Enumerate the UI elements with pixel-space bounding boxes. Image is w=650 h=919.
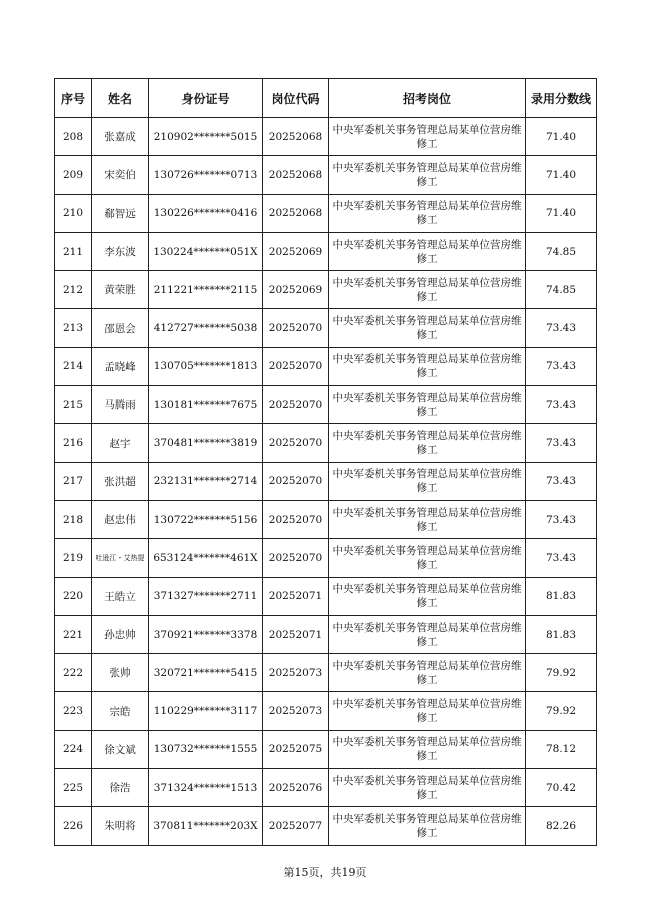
- cell-seq: 222: [55, 654, 92, 692]
- cell-score: 82.26: [526, 807, 597, 845]
- cell-id-number: 371324*******1513: [149, 769, 263, 807]
- cell-name: 张洪超: [92, 462, 149, 500]
- cell-id-number: 130226*******0416: [149, 194, 263, 232]
- table-row: [55, 692, 597, 730]
- cell-post: 中央军委机关事务管理总局某单位营房维修工: [329, 386, 526, 424]
- cell-score: 79.92: [526, 692, 597, 730]
- cell-score: 81.83: [526, 577, 597, 615]
- header-post: 招考岗位: [329, 79, 526, 118]
- cell-post-code: 20252077: [263, 807, 329, 845]
- cell-score: 79.92: [526, 654, 597, 692]
- table-row: [55, 271, 597, 309]
- cell-score: 70.42: [526, 769, 597, 807]
- cell-score: 71.40: [526, 194, 597, 232]
- cell-id-number: 130726*******0713: [149, 156, 263, 194]
- cell-post: 中央军委机关事务管理总局某单位营房维修工: [329, 654, 526, 692]
- cell-post: 中央军委机关事务管理总局某单位营房维修工: [329, 692, 526, 730]
- cell-post: 中央军委机关事务管理总局某单位营房维修工: [329, 271, 526, 309]
- cell-id-number: 211221*******2115: [149, 271, 263, 309]
- cell-post: 中央军委机关事务管理总局某单位营房维修工: [329, 309, 526, 347]
- cell-seq: 216: [55, 424, 92, 462]
- cell-name: 赵宇: [92, 424, 149, 462]
- cell-name: 宋奕伯: [92, 156, 149, 194]
- cell-post-code: 20252070: [263, 386, 329, 424]
- admission-table: [54, 78, 597, 846]
- cell-seq: 224: [55, 730, 92, 768]
- cell-seq: 221: [55, 615, 92, 653]
- table-row: [55, 194, 597, 232]
- cell-post-code: 20252073: [263, 654, 329, 692]
- cell-seq: 215: [55, 386, 92, 424]
- header-seq: 序号: [55, 79, 92, 118]
- cell-post: 中央军委机关事务管理总局某单位营房维修工: [329, 539, 526, 577]
- cell-id-number: 412727*******5038: [149, 309, 263, 347]
- cell-name: 孟晓峰: [92, 347, 149, 385]
- cell-id-number: 370811*******203X: [149, 807, 263, 845]
- table-row: [55, 539, 597, 577]
- cell-seq: 217: [55, 462, 92, 500]
- cell-score: 74.85: [526, 271, 597, 309]
- cell-id-number: 130732*******1555: [149, 730, 263, 768]
- table-row: [55, 615, 597, 653]
- cell-score: 78.12: [526, 730, 597, 768]
- cell-id-number: 130181*******7675: [149, 386, 263, 424]
- header-name: 姓名: [92, 79, 149, 118]
- table-row: [55, 500, 597, 538]
- cell-post: 中央军委机关事务管理总局某单位营房维修工: [329, 769, 526, 807]
- cell-seq: 223: [55, 692, 92, 730]
- cell-score: 73.43: [526, 386, 597, 424]
- table-row: [55, 156, 597, 194]
- cell-score: 73.43: [526, 500, 597, 538]
- cell-name: 郗智远: [92, 194, 149, 232]
- cell-id-number: 130722*******5156: [149, 500, 263, 538]
- cell-post: 中央军委机关事务管理总局某单位营房维修工: [329, 615, 526, 653]
- table-row: [55, 309, 597, 347]
- cell-post-code: 20252073: [263, 692, 329, 730]
- table-row: [55, 347, 597, 385]
- cell-post-code: 20252076: [263, 769, 329, 807]
- table-row: [55, 118, 597, 156]
- table-row: [55, 462, 597, 500]
- cell-seq: 218: [55, 500, 92, 538]
- table-row: [55, 730, 597, 768]
- cell-id-number: 232131*******2714: [149, 462, 263, 500]
- cell-score: 74.85: [526, 232, 597, 270]
- cell-name: 吐逊江・艾热提: [92, 539, 149, 577]
- cell-id-number: 370921*******3378: [149, 615, 263, 653]
- cell-post: 中央军委机关事务管理总局某单位营房维修工: [329, 730, 526, 768]
- cell-post: 中央军委机关事务管理总局某单位营房维修工: [329, 500, 526, 538]
- cell-score: 73.43: [526, 347, 597, 385]
- cell-seq: 212: [55, 271, 92, 309]
- cell-id-number: 130224*******051X: [149, 232, 263, 270]
- cell-post: 中央军委机关事务管理总局某单位营房维修工: [329, 347, 526, 385]
- cell-seq: 211: [55, 232, 92, 270]
- cell-post: 中央军委机关事务管理总局某单位营房维修工: [329, 424, 526, 462]
- cell-name: 徐文斌: [92, 730, 149, 768]
- header-post-code: 岗位代码: [263, 79, 329, 118]
- cell-score: 73.43: [526, 539, 597, 577]
- cell-id-number: 320721*******5415: [149, 654, 263, 692]
- table-header-row: [55, 79, 597, 118]
- table-body: [55, 118, 597, 846]
- cell-score: 71.40: [526, 118, 597, 156]
- cell-score: 73.43: [526, 424, 597, 462]
- cell-id-number: 370481*******3819: [149, 424, 263, 462]
- cell-name: 张嘉成: [92, 118, 149, 156]
- cell-name: 张帅: [92, 654, 149, 692]
- cell-post-code: 20252070: [263, 500, 329, 538]
- table-row: [55, 424, 597, 462]
- header-score: 录用分数线: [526, 79, 597, 118]
- cell-id-number: 210902*******5015: [149, 118, 263, 156]
- cell-post-code: 20252068: [263, 118, 329, 156]
- cell-post-code: 20252070: [263, 462, 329, 500]
- cell-post: 中央军委机关事务管理总局某单位营房维修工: [329, 118, 526, 156]
- cell-seq: 214: [55, 347, 92, 385]
- cell-post-code: 20252071: [263, 615, 329, 653]
- cell-id-number: 110229*******3117: [149, 692, 263, 730]
- cell-post: 中央军委机关事务管理总局某单位营房维修工: [329, 232, 526, 270]
- cell-seq: 220: [55, 577, 92, 615]
- cell-name: 宗皓: [92, 692, 149, 730]
- cell-name: 孙忠帅: [92, 615, 149, 653]
- cell-seq: 208: [55, 118, 92, 156]
- cell-name: 邵恩会: [92, 309, 149, 347]
- cell-post: 中央军委机关事务管理总局某单位营房维修工: [329, 462, 526, 500]
- table-row: [55, 654, 597, 692]
- cell-post: 中央军委机关事务管理总局某单位营房维修工: [329, 156, 526, 194]
- cell-score: 73.43: [526, 462, 597, 500]
- table-row: [55, 386, 597, 424]
- table-row: [55, 232, 597, 270]
- cell-post-code: 20252069: [263, 232, 329, 270]
- page-footer: 第15页，共19页: [283, 866, 367, 879]
- table-row: [55, 807, 597, 845]
- cell-name: 李东波: [92, 232, 149, 270]
- cell-post-code: 20252068: [263, 156, 329, 194]
- cell-name: 王皓立: [92, 577, 149, 615]
- cell-id-number: 371327*******2711: [149, 577, 263, 615]
- cell-post: 中央军委机关事务管理总局某单位营房维修工: [329, 807, 526, 845]
- cell-post-code: 20252070: [263, 347, 329, 385]
- table-row: [55, 577, 597, 615]
- header-id-number: 身份证号: [149, 79, 263, 118]
- cell-id-number: 130705*******1813: [149, 347, 263, 385]
- cell-seq: 226: [55, 807, 92, 845]
- cell-seq: 219: [55, 539, 92, 577]
- cell-seq: 225: [55, 769, 92, 807]
- cell-name: 朱明将: [92, 807, 149, 845]
- cell-seq: 210: [55, 194, 92, 232]
- cell-post-code: 20252070: [263, 424, 329, 462]
- cell-seq: 213: [55, 309, 92, 347]
- cell-score: 81.83: [526, 615, 597, 653]
- cell-post-code: 20252071: [263, 577, 329, 615]
- table-row: [55, 769, 597, 807]
- cell-name: 徐浩: [92, 769, 149, 807]
- cell-seq: 209: [55, 156, 92, 194]
- cell-name: 黄荣胜: [92, 271, 149, 309]
- cell-score: 73.43: [526, 309, 597, 347]
- cell-post-code: 20252070: [263, 539, 329, 577]
- cell-post-code: 20252070: [263, 309, 329, 347]
- cell-post-code: 20252068: [263, 194, 329, 232]
- cell-id-number: 653124*******461X: [149, 539, 263, 577]
- cell-post-code: 20252075: [263, 730, 329, 768]
- cell-post: 中央军委机关事务管理总局某单位营房维修工: [329, 577, 526, 615]
- cell-name: 马腾雨: [92, 386, 149, 424]
- cell-score: 71.40: [526, 156, 597, 194]
- cell-post-code: 20252069: [263, 271, 329, 309]
- cell-post: 中央军委机关事务管理总局某单位营房维修工: [329, 194, 526, 232]
- cell-name: 赵忠伟: [92, 500, 149, 538]
